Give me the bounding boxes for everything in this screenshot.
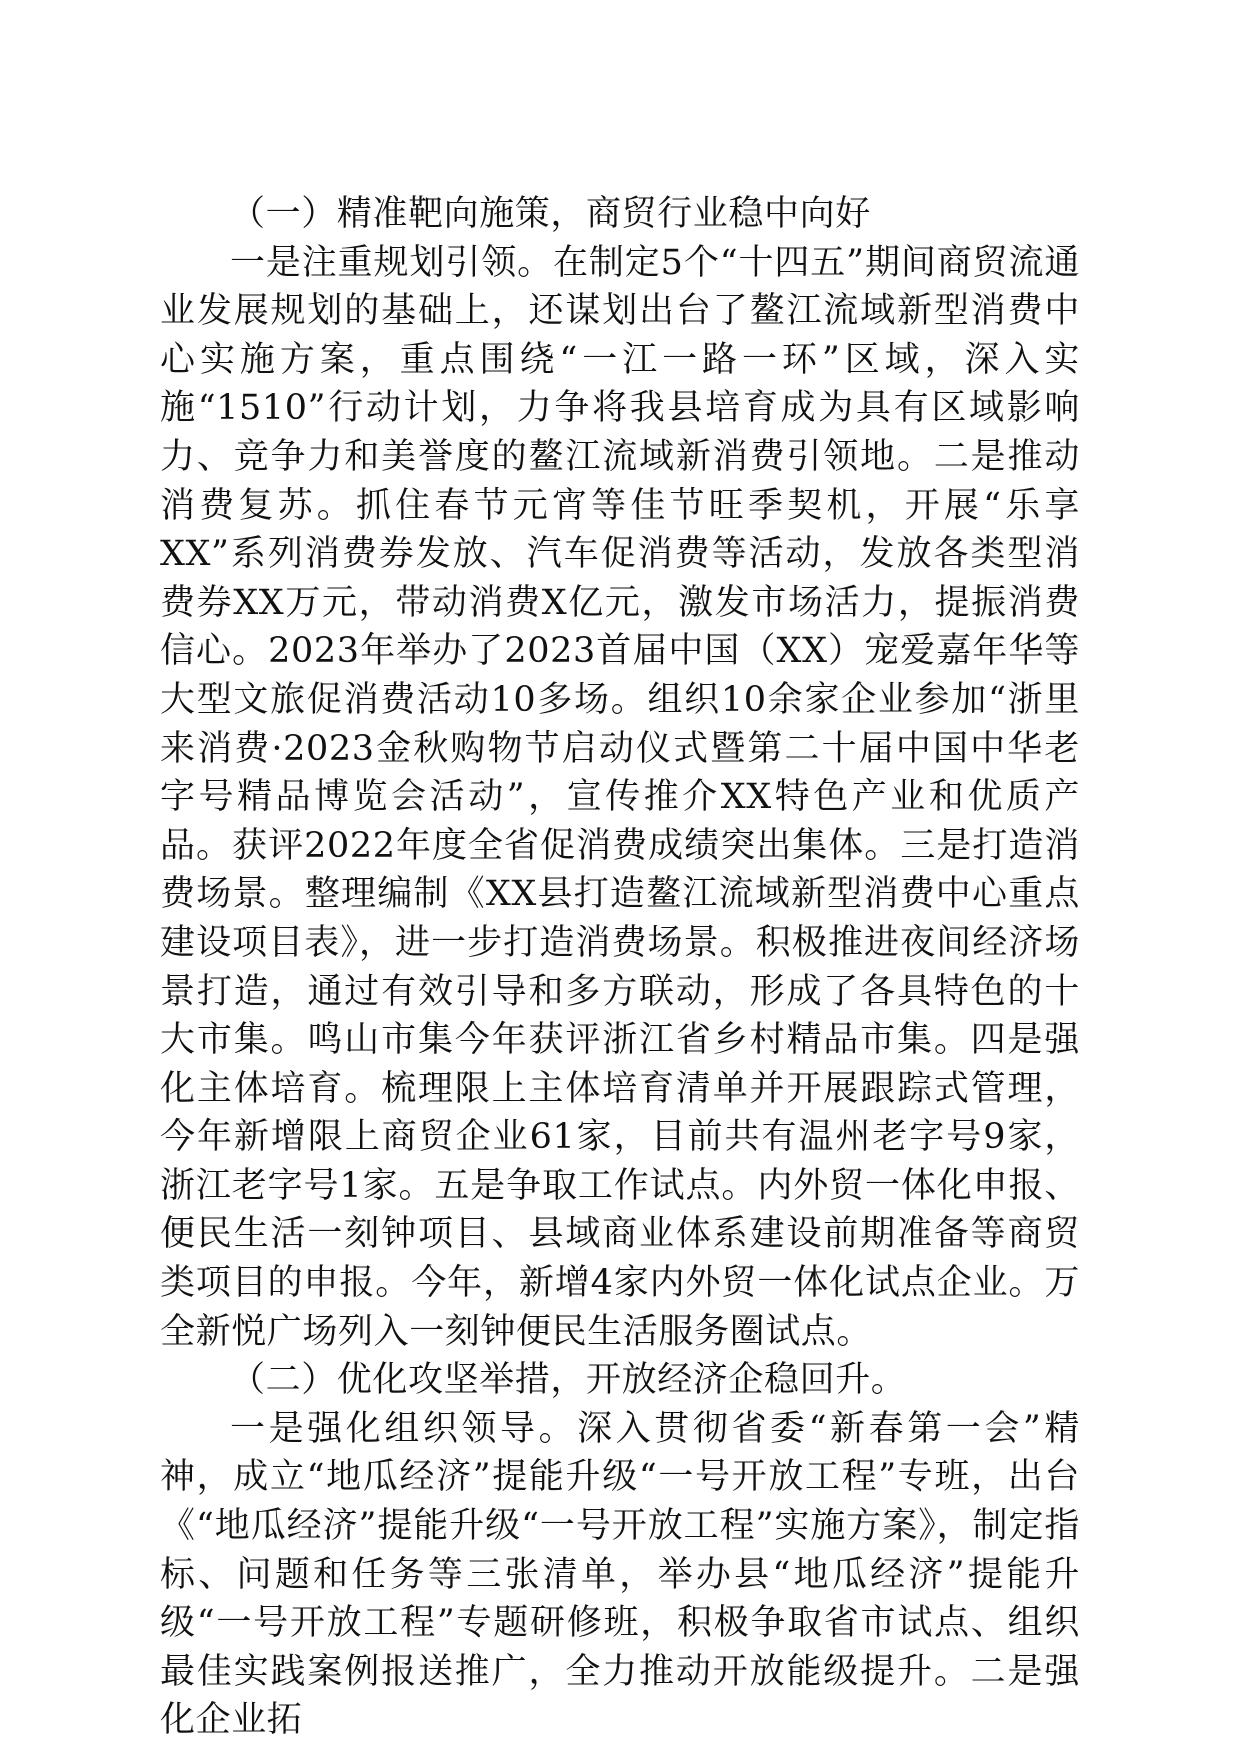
section-paragraph-1: 一是注重规划引领。在制定5个“十四五”期间商贸流通业发展规划的基础上，还谋划出台了鳌江流域新型消费中心实施方案，重点围绕“一江一路一环”区域，深入实施“1510”行动计划，力争将我县培育成为具有区域影响力、竞争力和美誉度的鳌江流域新消费引领地。二是推动消费复苏。抓住春节元宵等佳节旺季契机，开展“乐享XX”系列消费券发放、汽车促消费等活动，发放各类型消费券XX万元，带动消费X亿元，激发市场活力，提振消费信心。2023年举办了2023首届中国（XX）宠爱嘉年华等大型文旅促消费活动10多场。组织10余家企业参加“浙里来消费·2023金秋购物节启动仪式暨第二十届中国中华老字号精品博览会活动”，宣传推介XX特色产业和优质产品。获评2022年度全省促消费成绩突出集体。三是打造消费场景。整理编制《XX县打造鳌江流域新型消费中心重点建设项目表》，进一步打造消费场景。积极推进夜间经济场景打造，通过有效引导和多方联动，形成了各具特色的十大市集。鸣山市集今年获评浙江省乡村精品市集。四是强化主体培育。梳理限上主体培育清单并开展跟踪式管理，今年新增限上商贸企业61家，目前共有温州老字号9家，浙江老字号1家。五是争取工作试点。内外贸一体化申报、便民生活一刻钟项目、县域商业体系建设前期准备等商贸类项目的申报。今年，新增4家内外贸一体化试点企业。万全新悦广场列入一刻钟便民生活服务圈试点。 <box>160 242 1080 1352</box>
section-paragraph-2: 一是强化组织领导。深入贯彻省委“新春第一会”精神，成立“地瓜经济”提能升级“一号开放工程”专班，出台《“地瓜经济”提能升级“一号开放工程”实施方案》，制定指标、问题和任务等三张清单，举办县“地瓜经济”提能升级“一号开放工程”专题研修班，积极争取省市试点、组织最佳实践案例报送推广，全力推动开放能级提升。二是强化企业拓 <box>160 1408 1080 1741</box>
section-heading-2: （二）优化攻坚举措，开放经济企稳回升。 <box>230 1360 907 1401</box>
document-body <box>160 190 1080 1745</box>
section-heading-1: （一）精准靶向施策，商贸行业稳中向好 <box>230 194 871 234</box>
